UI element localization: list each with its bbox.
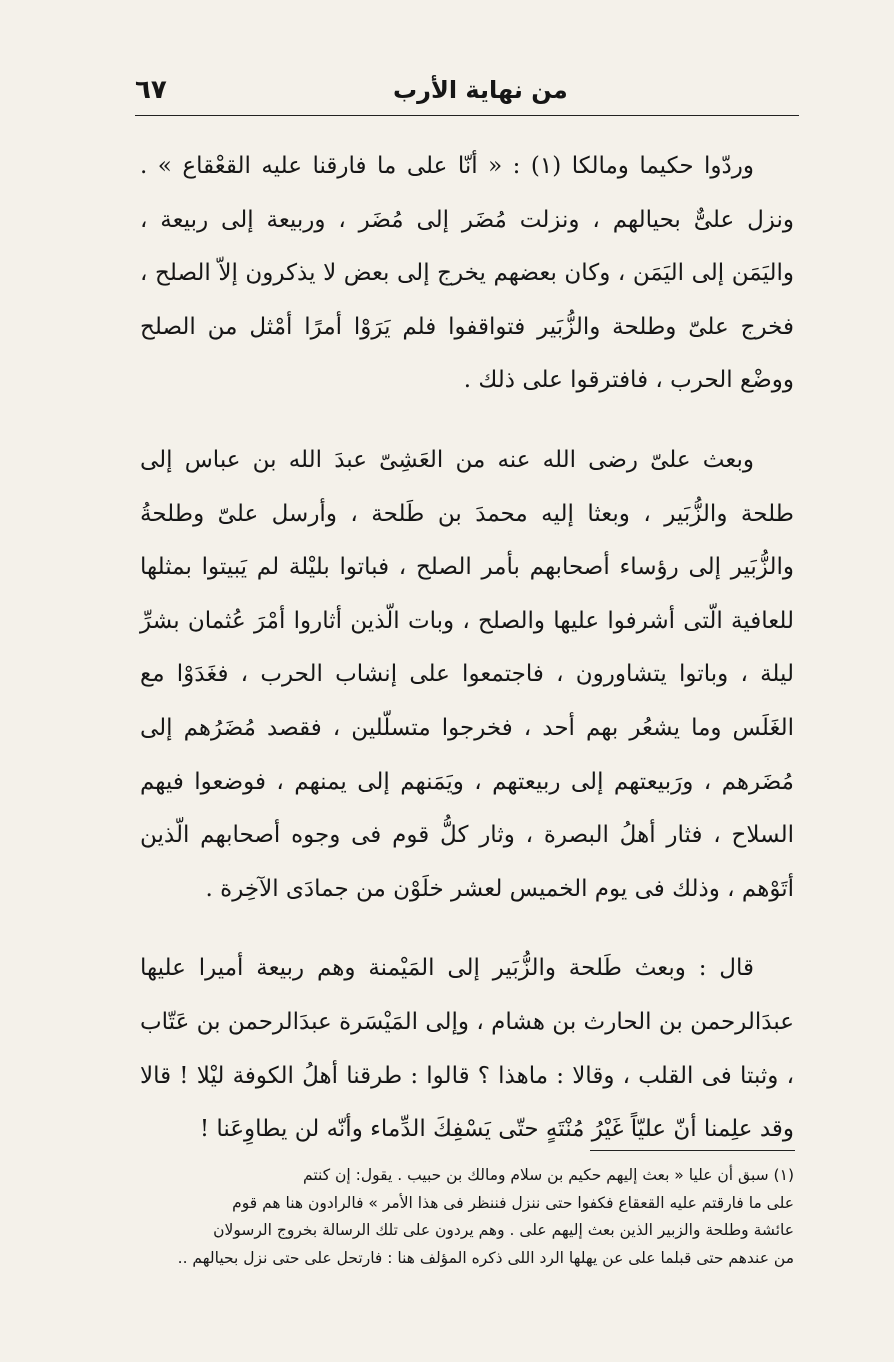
footnote-line: على ما فارقتم عليه القعقاع فكفوا حتى ننزل فننظر فى هذا الأمر » فالرادون هنا هم قوم [232, 1193, 794, 1212]
running-title: من نهاية الأرب [393, 76, 568, 104]
footnote [140, 1162, 794, 1272]
header-rule [135, 115, 799, 116]
footnote-line: عائشة وطلحة والزبير الذين بعث إليهم على . وهم يردون على تلك الرسالة بخروج الرسولان [213, 1221, 794, 1239]
paragraph: وبعث علىّ رضى الله عنه من العَشِىّ عبدَ الله بن عباس إلى طلحة والزُّبَير ، وبعثا إليه محمدَ بن طَلحة ، وأرسل علىّ وطلحةُ والزُّبَير إلى رؤساء أصحابهم بأمر الصلح ، فباتوا بليْلة لم يَبيتوا بمثلها للعافية الّتى أشرفوا عليها والصلح ، وبات الّذين أثاروا أمْرَ عُثمان بشرِّ ليلة ، وباتوا يتشاورون ، فاجتمعوا على إنشاب الحرب ، فغَدَوْا مع الغَلَس وما يشعُر بهم أحد ، فخرجوا متسلّلين ، فقصد مُضَرُهم إلى مُضَرهم ، ورَبيعتهم إلى ربيعتهم ، ويَمَنهم إلى يمنهم ، فوضعوا فيهم السلاح ، فثار أهلُ البصرة ، وثار كلُّ قوم فى وجوه أصحابهم الّذين أتَوْهم ، وذلك فى يوم الخميس لعشر خلَوْن من جمادَى الآخِرة . [140, 446, 794, 902]
footnote-line: (١) سبق أن عليا « بعث إليهم حكيم بن سلام ومالك بن حبيب . يقول: إن كنتم [303, 1166, 794, 1184]
footnote-rule [590, 1150, 795, 1151]
running-head [135, 70, 794, 110]
paragraph: وردّوا حكيما ومالكا (١) : « أنّا على ما فارقنا عليه القعْقاع » . ونزل علىٌّ بحيالهم ، ونزلت مُضَر إلى مُضَر ، وربيعة إلى ربيعة ، واليَمَن إلى اليَمَن ، وكان بعضهم يخرج إلى بعض لا يذكرون إلاّ الصلح ، فخرج علىّ وطلحة والزُّبَير فتواقفوا فلم يَرَوْا أمرًا أمْثل من الصلح ووضْع الحرب ، فافترقوا على ذلك . [140, 153, 794, 394]
page-number: ٦٧ [135, 75, 167, 105]
paragraph: قال : وبعث طَلحة والزُّبَير إلى المَيْمنة وهم ربيعة أميرا عليها عبدَالرحمن بن الحارث بن هشام ، وإلى المَيْسَرة عبدَالرحمن بن عَتّاب ، وثبتا فى القلب ، وقالا : ماهذا ؟ قالوا : طرقنا أهلُ الكوفة ليْلا ! قالا وقد علِمنا أنّ عليّاً غَيْرُ مُنْتَهٍ حتّى يَسْفِكَ الدِّماء وأنّه لن يطاوِعَنا ! [140, 955, 794, 1143]
footnote-line: من عندهم حتى قبلما على عن يهلها الرد اللى ذكره المؤلف هنا : فارتحل على حتى نزل بحيالهم .. [177, 1248, 794, 1267]
main-text [140, 140, 794, 1157]
